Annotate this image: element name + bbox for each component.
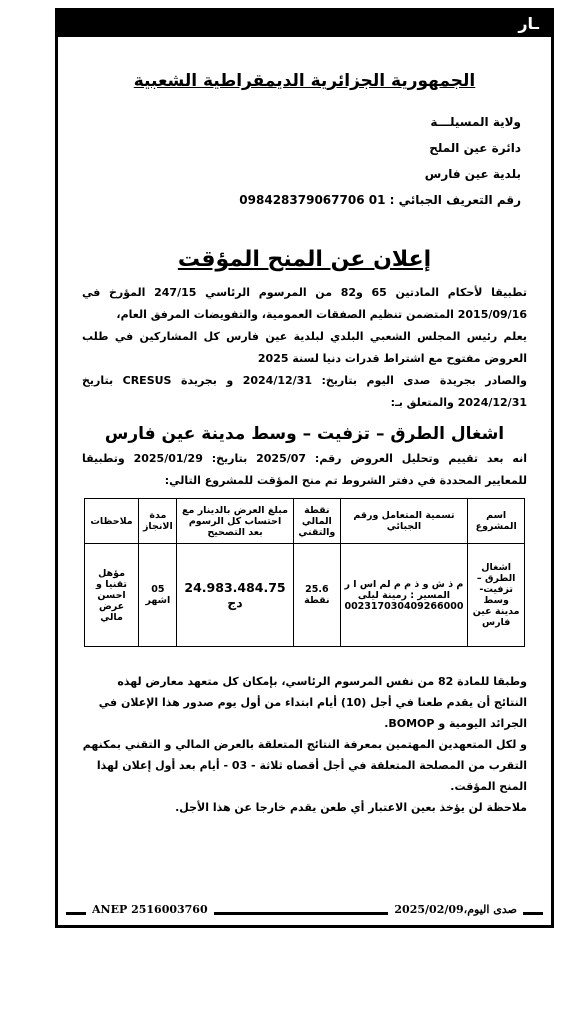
footer-notes	[72, 671, 537, 818]
header-bar-word: ـار	[518, 14, 539, 33]
paragraph-evaluation: انه بعد تقييم وتحليل العروض رقم: 2025/07 بتاريخ: 2025/01/29 وتطبيقا للمعايير المحددة في دفتر الشروط تم منح المؤقت للمشروع التالي:	[82, 452, 527, 487]
anep-reference: ANEP 2516003760	[86, 903, 214, 916]
header-bar	[58, 11, 551, 37]
award-table	[84, 498, 526, 647]
contractor-name: م ذ ش و ذ م م لم اس ا ر	[344, 578, 464, 590]
announcement-title: إعلان عن المنح المؤقت	[177, 247, 432, 272]
cell-notes: مؤهل تقنيا و احسن عرض مالي	[84, 544, 139, 647]
admin-line-wilaya: ولاية المسيلـــة	[430, 115, 521, 129]
paragraph-notice: يعلم رئيس المجلس الشعبي البلدي لبلدية عين فارس كل المشاركين في طلب العروض مفتوح مع اشتراط قدرات دنيا لسنة 2025	[82, 330, 527, 365]
header-amount: مبلغ العرض بالدينار مع احتساب كل الرسوم بعد التصحيح	[177, 499, 294, 544]
republic-title: الجمهورية الجزائرية الديمقراطية الشعبية	[133, 71, 476, 91]
contractor-manager: المسير : رمينة ليلى	[357, 589, 451, 601]
admin-line-tax-id: رقم التعريف الجبائي : 01 098428379067706	[239, 193, 521, 207]
cell-project: اشغال الطرق – تزفيت- وسط مدينة عين فارس	[467, 544, 524, 647]
announcement-frame	[55, 8, 554, 928]
announcement-content	[72, 37, 537, 818]
header-duration: مدة الانجاز	[139, 499, 177, 544]
bottom-line	[66, 905, 543, 919]
header-notes: ملاحظات	[84, 499, 139, 544]
paragraph-publication: والصادر بجريدة صدى اليوم بتاريخ: 2024/12/31 و بجريدة CRESUS بتاريخ 2024/12/31 والمتعلق بـ:	[82, 374, 527, 409]
contractor-tax-id: 002317030409266000	[344, 600, 464, 612]
note-deadline: ملاحظة لن يؤخذ بعين الاعتبار أي طعن يقدم خارجا عن هذا الأجل.	[175, 801, 527, 814]
table-row	[84, 544, 525, 647]
note-results: و لكل المتعهدين المهتمين بمعرفة النتائج المتعلقة بالعرض المالي و التقني بمكنهم التقرب من المصلحة المتعلقة في أجل أقصاه ثلاثة - 03 - أيام بعد أول إعلان لهذا المنح المؤقت.	[82, 738, 527, 793]
note-appeal: وطبقا للمادة 82 من نفس المرسوم الرئاسي، بإمكان كل متعهد معارض لهذه النتائج أن يقدم طعنا في أجل (10) أيام ابتداء من أول يوم صدور هذا الإعلان في الجرائد اليومية و BOMOP.	[98, 675, 527, 730]
cell-duration: 05 اشهر	[139, 544, 177, 647]
intro-paragraph	[72, 282, 537, 414]
cell-amount: 24.983.484.75 دج	[177, 544, 294, 647]
table-header-row	[84, 499, 525, 544]
cell-score: 25.6 نقطة	[293, 544, 340, 647]
publication-source: صدى اليوم،2025/02/09	[388, 903, 523, 916]
header-contractor: تسمية المتعامل ورقم الجبائي	[340, 499, 467, 544]
admin-block	[72, 109, 521, 213]
admin-line-daira: دائرة عين الملح	[429, 141, 521, 155]
header-score: نقطة المالي والتقني	[293, 499, 340, 544]
project-title: اشغال الطرق – تزفيت – وسط مدينة عين فارس	[104, 424, 505, 444]
paragraph-legal-basis: تطبيقا لأحكام المادتين 65 و82 من المرسوم الرئاسي 247/15 المؤرخ في 2015/09/16 المتضمن تنظيم الصفقات العمومية، والتفويضات المرفق العام،	[82, 286, 528, 321]
admin-line-baladia: بلدية عين فارس	[424, 167, 521, 181]
cell-contractor	[340, 544, 467, 647]
header-project: اسم المشروع	[467, 499, 524, 544]
